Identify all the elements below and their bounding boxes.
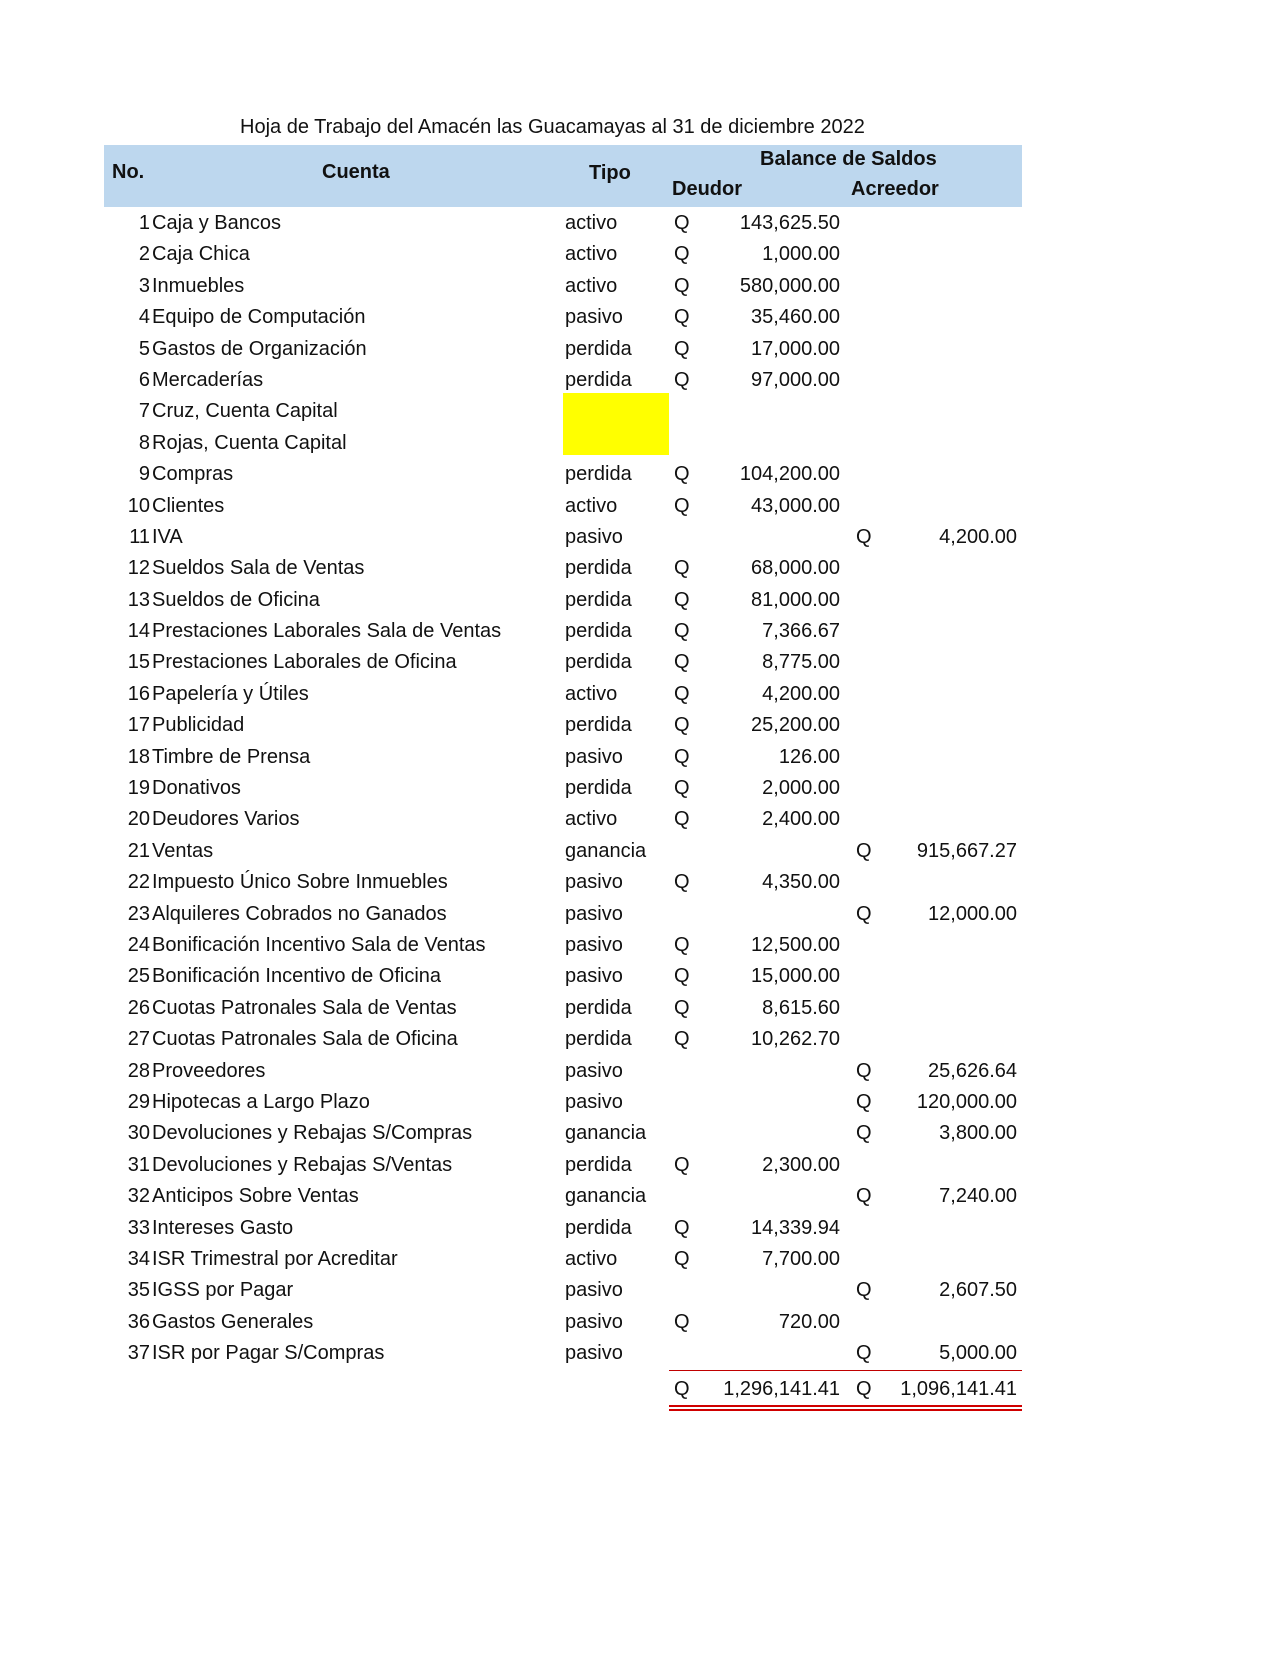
account-name[interactable]: Prestaciones Laborales Sala de Ventas	[152, 620, 502, 643]
total-acreedor: 1,096,141.41	[900, 1378, 1017, 1400]
deudor-currency[interactable]: Q	[674, 745, 690, 768]
account-number[interactable]: 33	[127, 1216, 150, 1239]
account-name[interactable]: Donativos	[152, 777, 241, 800]
account-type[interactable]: ganancia	[565, 839, 647, 862]
deudor-currency[interactable]: Q	[674, 682, 690, 705]
deudor-amount[interactable]: 126.00	[778, 745, 840, 768]
account-number[interactable]: 35	[127, 1279, 150, 1302]
deudor-amount[interactable]: 14,339.94	[751, 1216, 840, 1239]
account-type[interactable]: perdida	[565, 651, 632, 674]
account-number[interactable]: 16	[127, 682, 150, 705]
account-name[interactable]: Bonificación Incentivo de Oficina	[152, 965, 442, 988]
account-name[interactable]: Gastos de Organización	[152, 337, 367, 360]
account-name[interactable]: Caja Chica	[152, 243, 250, 266]
account-type[interactable]: perdida	[565, 1153, 632, 1176]
account-type[interactable]: perdida	[565, 620, 632, 643]
acreedor-currency[interactable]: Q	[856, 902, 872, 925]
account-number[interactable]: 15	[127, 651, 150, 674]
account-type[interactable]: pasivo	[565, 965, 623, 988]
account-type[interactable]: pasivo	[565, 871, 623, 894]
account-name[interactable]: Compras	[152, 463, 234, 486]
deudor-currency[interactable]: Q	[674, 588, 690, 611]
account-type[interactable]: pasivo	[565, 933, 623, 956]
table-row	[104, 647, 1022, 678]
account-name[interactable]: Papelería y Útiles	[152, 682, 309, 705]
deudor-amount[interactable]: 81,000.00	[751, 588, 840, 611]
account-number[interactable]: 3	[138, 274, 150, 297]
account-name[interactable]: Devoluciones y Rebajas S/Ventas	[152, 1153, 453, 1176]
account-name[interactable]: Intereses Gasto	[152, 1216, 294, 1239]
double-underline-top	[669, 1405, 1022, 1407]
account-type[interactable]: perdida	[565, 1028, 632, 1051]
deudor-currency[interactable]: Q	[674, 651, 690, 674]
table-row	[104, 428, 1022, 459]
acreedor-amount[interactable]: 2,607.50	[939, 1279, 1017, 1302]
account-name[interactable]: Deudores Varios	[152, 808, 300, 831]
account-number[interactable]: 1	[138, 212, 150, 234]
deudor-amount[interactable]: 10,262.70	[751, 1028, 840, 1051]
header-balance: Balance de Saldos	[760, 148, 937, 170]
account-number[interactable]: 9	[138, 463, 150, 486]
deudor-currency[interactable]: Q	[674, 1247, 690, 1270]
double-underline-bottom	[669, 1409, 1022, 1411]
table-row	[104, 459, 1022, 490]
acreedor-amount[interactable]: 25,626.64	[928, 1059, 1017, 1082]
table-row	[104, 1275, 1022, 1306]
account-type[interactable]: perdida	[565, 463, 632, 486]
account-number[interactable]: 23	[127, 902, 150, 925]
account-number[interactable]: 5	[138, 337, 150, 360]
table-row	[104, 396, 1022, 427]
deudor-currency[interactable]: Q	[674, 494, 690, 517]
account-type[interactable]: ganancia	[565, 1185, 647, 1208]
table-row	[104, 961, 1022, 992]
account-name[interactable]: Mercaderías	[152, 368, 264, 391]
account-number[interactable]: 4	[138, 306, 150, 329]
account-number[interactable]: 31	[127, 1153, 150, 1176]
header-acreedor: Acreedor	[851, 178, 939, 200]
table-row	[104, 585, 1022, 616]
account-name[interactable]: Alquileres Cobrados no Ganados	[152, 902, 447, 925]
account-name[interactable]: Sueldos Sala de Ventas	[152, 557, 365, 580]
account-number[interactable]: 2	[138, 243, 150, 266]
acreedor-currency[interactable]: Q	[856, 1185, 872, 1208]
account-number[interactable]: 21	[127, 839, 150, 862]
table-row	[104, 1307, 1022, 1338]
account-number[interactable]: 8	[138, 431, 150, 454]
deudor-amount[interactable]: 580,000.00	[739, 274, 840, 297]
account-name[interactable]: Ventas	[152, 839, 214, 862]
deudor-amount[interactable]: 15,000.00	[751, 965, 840, 988]
account-name[interactable]: ISR Trimestral por Acreditar	[152, 1247, 398, 1270]
table-row	[104, 1213, 1022, 1244]
acreedor-amount[interactable]: 7,240.00	[939, 1185, 1017, 1208]
account-name[interactable]: Anticipos Sobre Ventas	[152, 1185, 359, 1208]
deudor-currency[interactable]: Q	[674, 996, 690, 1019]
account-number[interactable]: 13	[127, 588, 150, 611]
account-type[interactable]: activo	[565, 494, 618, 517]
table-row	[104, 1244, 1022, 1275]
deudor-amount[interactable]: 720.00	[778, 1310, 840, 1333]
account-rows	[104, 208, 1022, 1369]
account-name[interactable]: Impuesto Único Sobre Inmuebles	[152, 871, 448, 894]
account-number[interactable]: 26	[127, 996, 150, 1019]
sheet-title: Hoja de Trabajo del Amacén las Guacamayas al 31 de diciembre 2022	[240, 116, 865, 138]
deudor-currency[interactable]: Q	[674, 557, 690, 580]
account-type[interactable]: activo	[565, 808, 618, 831]
acreedor-amount[interactable]: 120,000.00	[916, 1090, 1017, 1113]
account-name[interactable]: Rojas, Cuenta Capital	[152, 431, 347, 454]
deudor-amount[interactable]: 104,200.00	[739, 463, 840, 486]
table-row	[104, 679, 1022, 710]
account-name[interactable]: Gastos Generales	[152, 1310, 314, 1333]
deudor-amount[interactable]: 12,500.00	[751, 933, 840, 956]
account-name[interactable]: Publicidad	[152, 714, 245, 737]
deudor-currency[interactable]: Q	[674, 1028, 690, 1051]
account-number[interactable]: 28	[127, 1059, 150, 1082]
deudor-amount[interactable]: 2,300.00	[762, 1153, 840, 1176]
account-number[interactable]: 6	[138, 368, 150, 391]
account-type[interactable]: pasivo	[565, 902, 623, 925]
table-row	[104, 773, 1022, 804]
account-type[interactable]: perdida	[565, 777, 632, 800]
account-type[interactable]: perdida	[565, 337, 632, 360]
account-number[interactable]: 10	[127, 494, 150, 517]
account-number[interactable]: 7	[138, 400, 150, 423]
table-row	[104, 742, 1022, 773]
account-number[interactable]: 34	[127, 1247, 150, 1270]
table-row	[104, 208, 1022, 239]
header-tipo: Tipo	[589, 162, 631, 184]
account-type[interactable]: activo	[565, 243, 618, 266]
deudor-currency[interactable]: Q	[674, 212, 690, 234]
deudor-currency[interactable]: Q	[674, 463, 690, 486]
deudor-currency[interactable]: Q	[674, 808, 690, 831]
account-number[interactable]: 19	[127, 777, 150, 800]
header-no: No.	[112, 161, 145, 183]
deudor-currency[interactable]: Q	[674, 777, 690, 800]
account-number[interactable]: 32	[127, 1185, 150, 1208]
account-number[interactable]: 27	[127, 1028, 150, 1051]
sum-top-border	[669, 1370, 1022, 1371]
account-number[interactable]: 14	[127, 620, 150, 643]
table-row	[104, 993, 1022, 1024]
account-type[interactable]: pasivo	[565, 745, 623, 768]
account-number[interactable]: 36	[127, 1310, 150, 1333]
account-name[interactable]: Sueldos de Oficina	[152, 588, 320, 611]
deudor-amount[interactable]: 7,366.67	[762, 620, 840, 643]
account-name[interactable]: IGSS por Pagar	[152, 1279, 294, 1302]
account-number[interactable]: 17	[127, 714, 150, 737]
account-name[interactable]: Cuotas Patronales Sala de Ventas	[152, 996, 457, 1019]
deudor-amount[interactable]: 43,000.00	[751, 494, 840, 517]
deudor-amount[interactable]: 1,000.00	[762, 243, 840, 266]
table-row	[104, 804, 1022, 835]
deudor-amount[interactable]: 68,000.00	[751, 557, 840, 580]
account-name[interactable]: Caja y Bancos	[152, 212, 281, 234]
total-acreedor-currency: Q	[856, 1378, 872, 1400]
acreedor-currency[interactable]: Q	[856, 839, 872, 862]
account-type[interactable]: perdida	[565, 714, 632, 737]
deudor-amount[interactable]: 35,460.00	[751, 306, 840, 329]
account-name[interactable]: Hipotecas a Largo Plazo	[152, 1090, 370, 1113]
total-deudor: 1,296,141.41	[723, 1378, 840, 1400]
account-name[interactable]: Inmuebles	[152, 274, 245, 297]
totals-row	[104, 1373, 1022, 1405]
acreedor-amount[interactable]: 4,200.00	[939, 525, 1017, 548]
table-row	[104, 365, 1022, 396]
account-name[interactable]: Cruz, Cuenta Capital	[152, 400, 338, 423]
account-number[interactable]: 12	[127, 557, 150, 580]
table-row	[104, 1181, 1022, 1212]
table-row	[104, 553, 1022, 584]
account-type[interactable]: perdida	[565, 996, 632, 1019]
account-type[interactable]: activo	[565, 682, 618, 705]
deudor-amount[interactable]: 4,350.00	[762, 871, 840, 894]
table-row	[104, 899, 1022, 930]
deudor-currency[interactable]: Q	[674, 1310, 690, 1333]
table-row	[104, 930, 1022, 961]
header-cuenta: Cuenta	[322, 161, 390, 183]
account-type[interactable]: activo	[565, 274, 618, 297]
deudor-currency[interactable]: Q	[674, 243, 690, 266]
table-row	[104, 616, 1022, 647]
acreedor-currency[interactable]: Q	[856, 1279, 872, 1302]
account-name[interactable]: Devoluciones y Rebajas S/Compras	[152, 1122, 473, 1145]
account-type[interactable]: perdida	[565, 557, 632, 580]
deudor-currency[interactable]: Q	[674, 274, 690, 297]
deudor-amount[interactable]: 97,000.00	[751, 368, 840, 391]
deudor-amount[interactable]: 2,000.00	[762, 777, 840, 800]
account-type[interactable]: pasivo	[565, 525, 623, 548]
account-number[interactable]: 25	[127, 965, 150, 988]
account-name[interactable]: Cuotas Patronales Sala de Oficina	[152, 1028, 458, 1051]
table-row	[104, 491, 1022, 522]
deudor-currency[interactable]: Q	[674, 620, 690, 643]
account-type[interactable]: perdida	[565, 588, 632, 611]
account-type[interactable]: pasivo	[565, 1342, 623, 1365]
table-row	[104, 522, 1022, 553]
deudor-currency[interactable]: Q	[674, 714, 690, 737]
account-type[interactable]: pasivo	[565, 1090, 623, 1113]
table-row	[104, 710, 1022, 741]
acreedor-currency[interactable]: Q	[856, 1342, 872, 1365]
account-number[interactable]: 11	[129, 525, 150, 548]
table-row	[104, 1056, 1022, 1087]
table-row	[104, 239, 1022, 270]
acreedor-currency[interactable]: Q	[856, 525, 872, 548]
table-row	[104, 302, 1022, 333]
table-row	[104, 1118, 1022, 1149]
account-name[interactable]: Bonificación Incentivo Sala de Ventas	[152, 933, 486, 956]
table-row	[104, 334, 1022, 365]
account-number[interactable]: 30	[127, 1122, 150, 1145]
account-number[interactable]: 37	[127, 1342, 150, 1365]
table-row	[104, 836, 1022, 867]
deudor-amount[interactable]: 7,700.00	[762, 1247, 840, 1270]
acreedor-amount[interactable]: 12,000.00	[928, 902, 1017, 925]
account-name[interactable]: Prestaciones Laborales de Oficina	[152, 651, 457, 674]
account-type[interactable]: pasivo	[565, 1310, 623, 1333]
acreedor-currency[interactable]: Q	[856, 1090, 872, 1113]
deudor-amount[interactable]: 143,625.50	[739, 212, 840, 234]
account-type[interactable]: ganancia	[565, 1122, 647, 1145]
account-type[interactable]: pasivo	[565, 1059, 623, 1082]
account-name[interactable]: ISR por Pagar S/Compras	[152, 1342, 385, 1365]
account-name[interactable]: Timbre de Prensa	[152, 745, 311, 768]
total-deudor-currency: Q	[674, 1378, 690, 1400]
acreedor-amount[interactable]: 5,000.00	[939, 1342, 1017, 1365]
deudor-amount[interactable]: 17,000.00	[751, 337, 840, 360]
account-name[interactable]: Proveedores	[152, 1059, 266, 1082]
account-name[interactable]: Clientes	[152, 494, 225, 517]
table-row	[104, 1150, 1022, 1181]
deudor-currency[interactable]: Q	[674, 368, 690, 391]
account-type[interactable]: perdida	[565, 1216, 632, 1239]
table-row	[104, 867, 1022, 898]
deudor-amount[interactable]: 2,400.00	[762, 808, 840, 831]
account-number[interactable]: 29	[127, 1090, 150, 1113]
account-type[interactable]: pasivo	[565, 1279, 623, 1302]
deudor-amount[interactable]: 25,200.00	[751, 714, 840, 737]
account-number[interactable]: 20	[127, 808, 150, 831]
acreedor-amount[interactable]: 3,800.00	[939, 1122, 1017, 1145]
deudor-amount[interactable]: 4,200.00	[762, 682, 840, 705]
table-row	[104, 1338, 1022, 1369]
table-header	[104, 145, 1022, 207]
account-name[interactable]: Equipo de Computación	[152, 306, 366, 329]
acreedor-currency[interactable]: Q	[856, 1122, 872, 1145]
deudor-currency[interactable]: Q	[674, 933, 690, 956]
acreedor-currency[interactable]: Q	[856, 1059, 872, 1082]
account-number[interactable]: 24	[127, 933, 150, 956]
deudor-currency[interactable]: Q	[674, 1216, 690, 1239]
deudor-currency[interactable]: Q	[674, 871, 690, 894]
table-row	[104, 1024, 1022, 1055]
header-deudor: Deudor	[672, 178, 742, 200]
account-number[interactable]: 22	[127, 871, 150, 894]
account-type[interactable]: perdida	[565, 368, 632, 391]
deudor-currency[interactable]: Q	[674, 337, 690, 360]
deudor-amount[interactable]: 8,775.00	[762, 651, 840, 674]
account-type[interactable]: activo	[565, 1247, 618, 1270]
acreedor-amount[interactable]: 915,667.27	[916, 839, 1017, 862]
deudor-currency[interactable]: Q	[674, 1153, 690, 1176]
deudor-currency[interactable]: Q	[674, 306, 690, 329]
account-type[interactable]: pasivo	[565, 306, 623, 329]
account-name[interactable]: IVA	[152, 525, 183, 548]
deudor-currency[interactable]: Q	[674, 965, 690, 988]
account-number[interactable]: 18	[127, 745, 150, 768]
table-row	[104, 1087, 1022, 1118]
account-type[interactable]: activo	[565, 212, 618, 234]
table-row	[104, 271, 1022, 302]
deudor-amount[interactable]: 8,615.60	[762, 996, 840, 1019]
